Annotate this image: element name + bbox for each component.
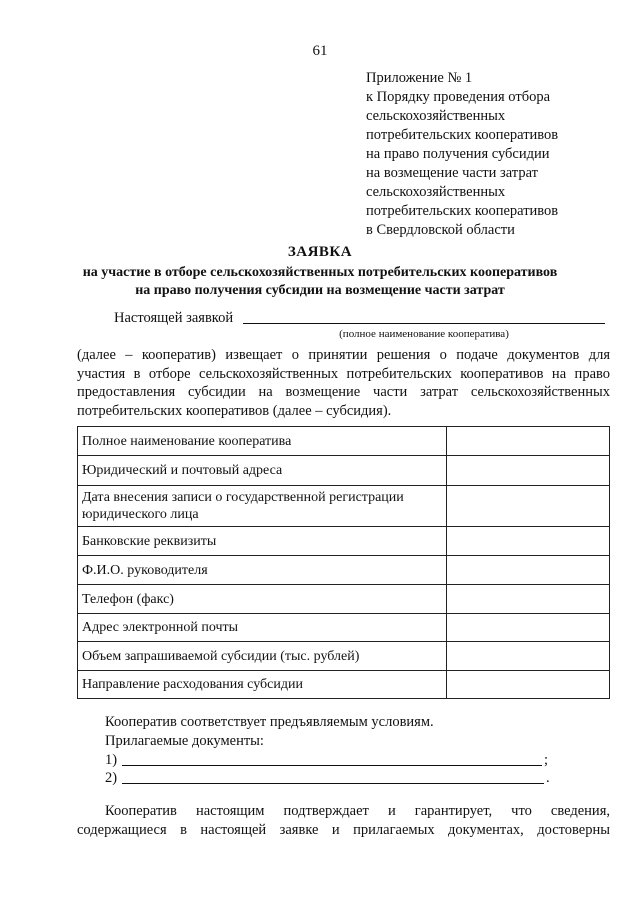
attached-item-end: . bbox=[546, 770, 550, 786]
table-row bbox=[78, 427, 610, 456]
cooperative-info-table bbox=[77, 426, 610, 699]
paragraph-line: Кооператив настоящим подтверждает и гарантирует, что сведения, bbox=[105, 803, 610, 819]
paragraph-line: (далее – кооператив) извещает о принятии решения о подаче документов для bbox=[77, 347, 610, 363]
table-row bbox=[78, 486, 610, 527]
subtitle-line: на право получения субсидии на возмещение части затрат bbox=[135, 283, 505, 298]
attached-documents-label: Прилагаемые документы: bbox=[105, 733, 264, 749]
row-label: Объем запрашиваемой субсидии (тыс. рублей) bbox=[78, 642, 447, 671]
paragraph-line: предоставления субсидии на возмещение части затрат сельскохозяйственных bbox=[77, 384, 610, 400]
table-row bbox=[78, 527, 610, 556]
row-label: Направление расходования субсидии bbox=[78, 671, 447, 699]
confirmation-paragraph bbox=[77, 802, 610, 839]
row-value-cell[interactable] bbox=[447, 456, 610, 486]
row-label: Дата внесения записи о государственной регистрации юридического лица bbox=[78, 486, 447, 527]
attached-item-number: 2) bbox=[105, 770, 118, 786]
page-number: 61 bbox=[312, 43, 328, 59]
row-value-cell[interactable] bbox=[447, 556, 610, 585]
row-label: Полное наименование кооператива bbox=[78, 427, 447, 456]
row-value-cell[interactable] bbox=[447, 614, 610, 642]
paragraph-line: участия в отборе сельскохозяйственных потребительских кооперативов на право bbox=[77, 365, 610, 382]
row-label: Банковские реквизиты bbox=[78, 527, 447, 556]
intro-hint: (полное наименование кооператива) bbox=[339, 328, 509, 340]
attached-item-field[interactable] bbox=[122, 765, 542, 766]
row-value-cell[interactable] bbox=[447, 527, 610, 556]
appendix-line: потребительских кооперативов bbox=[366, 203, 559, 219]
row-label: Юридический и почтовый адреса bbox=[78, 456, 447, 486]
document-title: ЗАЯВКА bbox=[287, 244, 353, 260]
row-label: Телефон (факс) bbox=[78, 585, 447, 614]
row-label: Адрес электронной почты bbox=[78, 614, 447, 642]
appendix-line: на право получения субсидии bbox=[366, 146, 550, 162]
appendix-note bbox=[366, 69, 628, 240]
paragraph-line: содержащиеся в настоящей заявке и прилагаемых документах, достоверны bbox=[77, 821, 610, 838]
appendix-line: в Свердловской области bbox=[366, 222, 515, 238]
appendix-line: Приложение № 1 bbox=[366, 70, 473, 86]
intro-label: Настоящей заявкой bbox=[114, 310, 234, 326]
subtitle-line: на участие в отборе сельскохозяйственных потребительских кооперативов bbox=[82, 265, 558, 280]
appendix-line: на возмещение части затрат bbox=[366, 165, 538, 181]
table-row bbox=[78, 614, 610, 642]
table-row bbox=[78, 671, 610, 699]
table-row bbox=[78, 556, 610, 585]
appendix-line: сельскохозяйственных bbox=[366, 108, 506, 124]
row-value-cell[interactable] bbox=[447, 671, 610, 699]
document-subtitle bbox=[40, 264, 600, 300]
row-value-cell[interactable] bbox=[447, 585, 610, 614]
attached-item-end: ; bbox=[544, 752, 549, 768]
table-row bbox=[78, 585, 610, 614]
intro-paragraph bbox=[77, 346, 610, 420]
row-value-cell[interactable] bbox=[447, 427, 610, 456]
appendix-line: сельскохозяйственных bbox=[366, 184, 506, 200]
attached-item-number: 1) bbox=[105, 752, 118, 768]
appendix-line: потребительских кооперативов bbox=[366, 127, 559, 143]
row-label: Ф.И.О. руководителя bbox=[78, 556, 447, 585]
paragraph-line: потребительских кооперативов (далее – субсидия). bbox=[77, 402, 392, 419]
table-row bbox=[78, 456, 610, 486]
table-row bbox=[78, 642, 610, 671]
conformity-statement: Кооператив соответствует предъявляемым условиям. bbox=[105, 714, 434, 730]
cooperative-name-field[interactable] bbox=[243, 323, 605, 324]
appendix-line: к Порядку проведения отбора bbox=[366, 89, 551, 105]
attached-item-field[interactable] bbox=[122, 783, 544, 784]
row-value-cell[interactable] bbox=[447, 642, 610, 671]
row-value-cell[interactable] bbox=[447, 486, 610, 527]
